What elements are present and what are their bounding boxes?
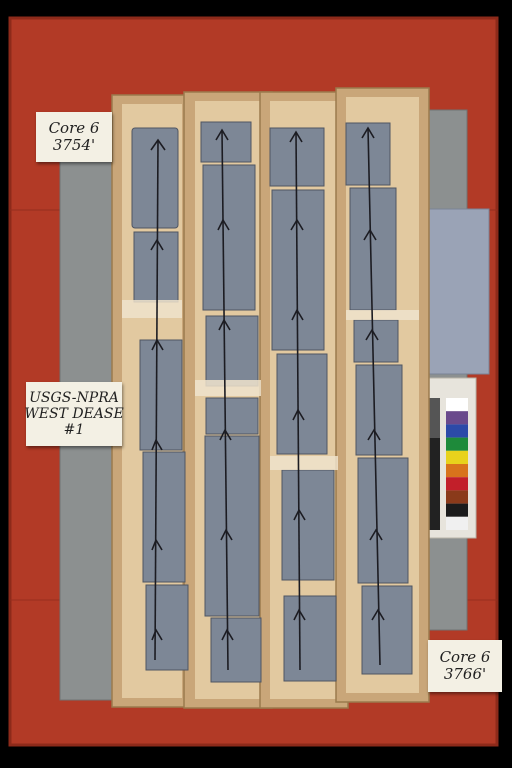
label-bot-line2: 3766' — [443, 665, 487, 683]
color-swatch — [446, 477, 468, 490]
color-swatch — [446, 490, 468, 503]
label-core-bottom — [428, 640, 502, 692]
label-core-top — [36, 112, 112, 162]
color-swatch — [446, 504, 468, 517]
label-mid-line1: USGS-NPRA — [29, 389, 119, 406]
label-well-name — [26, 382, 122, 446]
color-swatch — [446, 398, 468, 411]
color-swatch — [446, 424, 468, 437]
label-top-line2: 3754' — [52, 136, 96, 154]
color-swatch — [446, 411, 468, 424]
label-top-line1: Core 6 — [48, 118, 100, 137]
label-mid-line3: #1 — [63, 422, 85, 439]
color-chart — [424, 378, 476, 538]
label-mid-line2: WEST DEASE — [24, 405, 124, 422]
color-swatch — [446, 438, 468, 451]
label-bot-line1: Core 6 — [439, 647, 491, 666]
color-swatch — [446, 464, 468, 477]
color-swatch — [446, 517, 468, 530]
color-swatch — [446, 451, 468, 464]
